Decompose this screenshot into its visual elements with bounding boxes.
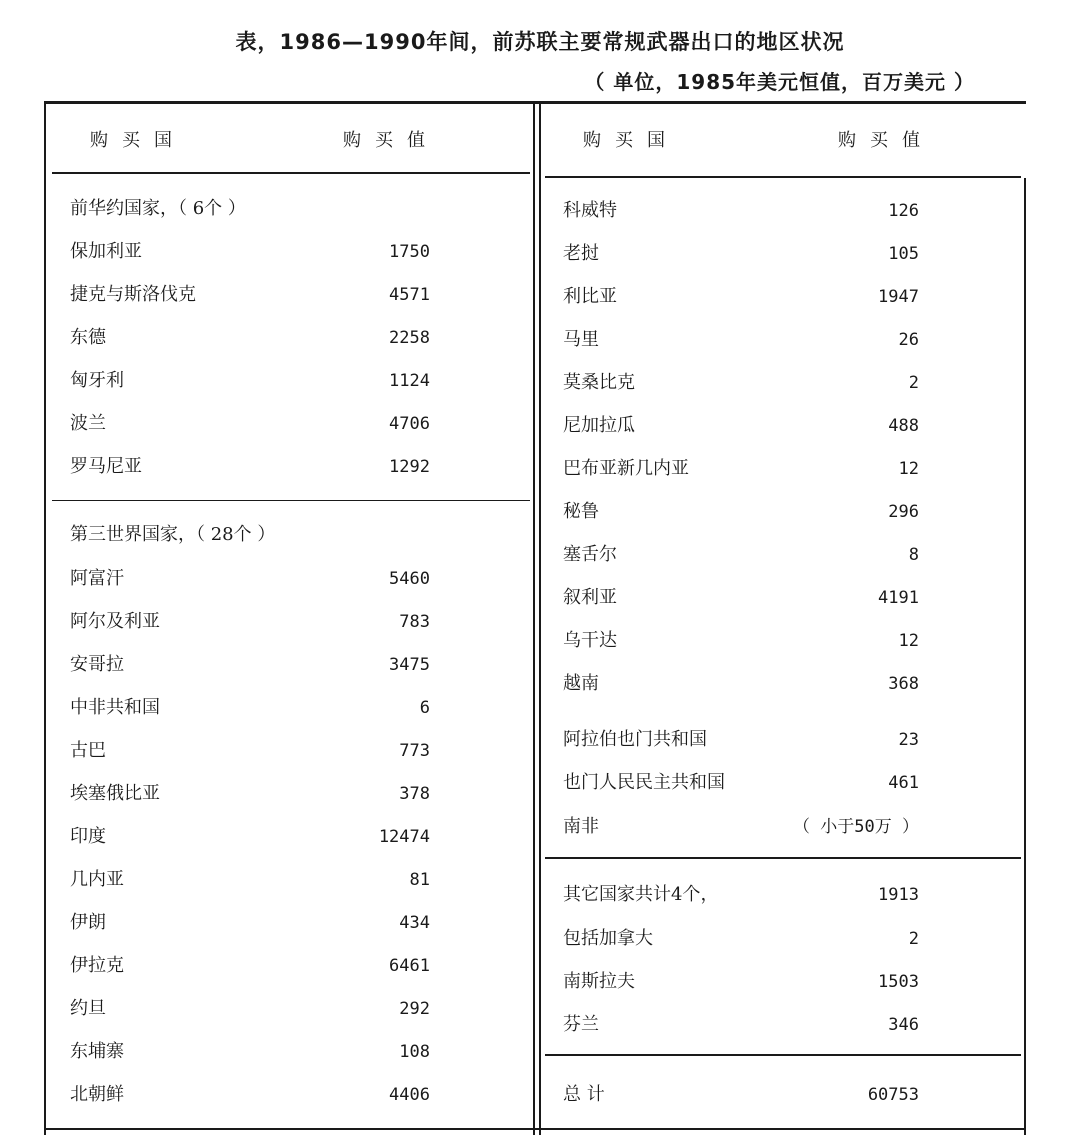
country-name: 埃塞俄比亚 — [70, 783, 160, 804]
country-name: 塞舌尔 — [563, 544, 617, 565]
purchase-value: 4571 — [389, 285, 430, 305]
purchase-value: 26 — [898, 330, 919, 350]
purchase-value: 2258 — [389, 328, 430, 348]
table-left-border — [44, 101, 46, 1135]
table-row — [70, 650, 430, 680]
country-name: 捷克与斯洛伐克 — [70, 284, 196, 305]
table-row — [70, 366, 430, 396]
table-row — [563, 880, 919, 910]
table-row — [70, 280, 430, 310]
purchase-value: 126 — [888, 201, 919, 221]
country-name: 尼加拉瓜 — [563, 415, 635, 436]
purchase-value: 4406 — [389, 1085, 430, 1105]
country-name: 阿拉伯也门共和国 — [563, 729, 707, 750]
table-row — [563, 411, 919, 441]
purchase-value: 81 — [409, 870, 430, 890]
right-header-value: 购买值 — [838, 130, 934, 151]
purchase-value: 105 — [888, 244, 919, 264]
total-value: 60753 — [867, 1085, 919, 1105]
table-row — [70, 779, 430, 809]
table-row — [563, 540, 919, 570]
purchase-value: 108 — [399, 1042, 430, 1062]
purchase-value: 2 — [908, 929, 919, 949]
purchase-value: 783 — [399, 612, 430, 632]
table-row — [70, 822, 430, 852]
table-top-rule — [44, 101, 1026, 104]
table-row — [563, 626, 919, 656]
country-name: 匈牙利 — [70, 370, 124, 391]
left-header-rule — [52, 172, 530, 174]
purchase-value: 12474 — [378, 827, 430, 847]
table-row — [563, 1010, 919, 1040]
group-title-third-world — [70, 520, 430, 550]
purchase-value: 8 — [908, 545, 919, 565]
right-header-rule — [545, 176, 1021, 178]
country-name: 北朝鲜 — [70, 1084, 124, 1105]
country-name: 印度 — [70, 826, 106, 847]
purchase-value: 4706 — [389, 414, 430, 434]
purchase-value: 6 — [419, 698, 430, 718]
table-row — [563, 368, 919, 398]
table-row — [563, 325, 919, 355]
purchase-value: 3475 — [389, 655, 430, 675]
country-name: 马里 — [563, 329, 599, 350]
purchase-value: 296 — [888, 502, 919, 522]
country-name: 阿富汗 — [70, 568, 124, 589]
purchase-value: （ 小于50万 ） — [793, 817, 919, 837]
table-row — [563, 812, 919, 842]
unit-note: （ 单位，1985年美元恒值，百万美元 ） — [584, 70, 975, 94]
right-group-divider — [545, 857, 1021, 859]
purchase-value: 434 — [399, 913, 430, 933]
country-name: 芬兰 — [563, 1014, 599, 1035]
group-title-label: 第三世界国家，（ 28个 ） — [70, 524, 276, 545]
group-title-label: 前华约国家，（ 6个 ） — [70, 198, 246, 219]
country-name: 老挝 — [563, 243, 599, 264]
left-header-country: 购买国 — [90, 130, 186, 151]
country-name: 安哥拉 — [70, 654, 124, 675]
country-name: 保加利亚 — [70, 241, 142, 262]
purchase-value: 12 — [898, 631, 919, 651]
country-name: 莫桑比克 — [563, 372, 635, 393]
left-header-value: 购买值 — [343, 130, 439, 151]
table-row — [70, 994, 430, 1024]
left-group-divider — [52, 500, 530, 501]
country-name: 科威特 — [563, 200, 617, 221]
country-name: 也门人民民主共和国 — [563, 772, 725, 793]
right-header-country: 购买国 — [583, 130, 679, 151]
table-bottom-rule — [44, 1128, 1026, 1130]
purchase-value: 4191 — [878, 588, 919, 608]
country-name: 波兰 — [70, 413, 106, 434]
table-row — [70, 607, 430, 637]
table-right-border — [1024, 178, 1026, 1135]
country-name: 几内亚 — [70, 869, 124, 890]
country-name: 其它国家共计4个， — [563, 884, 719, 905]
table-row — [563, 669, 919, 699]
country-name: 南非 — [563, 816, 599, 837]
table-row — [563, 196, 919, 226]
country-name: 罗马尼亚 — [70, 456, 142, 477]
country-name: 约旦 — [70, 998, 106, 1019]
country-name: 叙利亚 — [563, 587, 617, 608]
table-row — [70, 323, 430, 353]
table-row — [563, 967, 919, 997]
purchase-value: 773 — [399, 741, 430, 761]
group-title-warsaw — [70, 194, 430, 224]
table-row — [563, 454, 919, 484]
country-name: 伊朗 — [70, 912, 106, 933]
purchase-value: 461 — [888, 773, 919, 793]
purchase-value: 5460 — [389, 569, 430, 589]
purchase-value: 488 — [888, 416, 919, 436]
purchase-value: 1750 — [389, 242, 430, 262]
table-row — [563, 497, 919, 527]
table-row — [70, 409, 430, 439]
purchase-value: 1124 — [389, 371, 430, 391]
table-row — [70, 452, 430, 482]
purchase-value: 346 — [888, 1015, 919, 1035]
country-name: 秘鲁 — [563, 501, 599, 522]
purchase-value: 292 — [399, 999, 430, 1019]
purchase-value: 1947 — [878, 287, 919, 307]
table-row — [70, 736, 430, 766]
table-row — [70, 951, 430, 981]
purchase-value: 1292 — [389, 457, 430, 477]
table-row — [70, 237, 430, 267]
total-row — [563, 1080, 919, 1110]
column-divider-left — [533, 101, 535, 1135]
table-row — [563, 583, 919, 613]
purchase-value: 12 — [898, 459, 919, 479]
page-title: 表，1986—1990年间，前苏联主要常规武器出口的地区状况 — [235, 30, 845, 54]
country-name: 东德 — [70, 327, 106, 348]
country-name: 阿尔及利亚 — [70, 611, 160, 632]
table-row — [563, 924, 919, 954]
table-row — [563, 768, 919, 798]
country-name: 巴布亚新几内亚 — [563, 458, 689, 479]
table-row — [563, 239, 919, 269]
country-name: 东埔寨 — [70, 1041, 124, 1062]
total-label: 总 计 — [563, 1084, 605, 1105]
table-row — [70, 1037, 430, 1067]
country-name: 利比亚 — [563, 286, 617, 307]
table-row — [70, 1080, 430, 1110]
country-name: 中非共和国 — [70, 697, 160, 718]
purchase-value: 378 — [399, 784, 430, 804]
table-row — [70, 865, 430, 895]
table-row — [70, 908, 430, 938]
column-divider-right — [539, 101, 541, 1135]
country-name: 古巴 — [70, 740, 106, 761]
table-row — [563, 282, 919, 312]
purchase-value: 23 — [898, 730, 919, 750]
country-name: 乌干达 — [563, 630, 617, 651]
purchase-value: 1913 — [878, 885, 919, 905]
country-name: 包括加拿大 — [563, 928, 653, 949]
table-row — [70, 564, 430, 594]
purchase-value: 1503 — [878, 972, 919, 992]
purchase-value: 368 — [888, 674, 919, 694]
right-total-divider — [545, 1054, 1021, 1056]
table-row — [563, 725, 919, 755]
table-row — [70, 693, 430, 723]
purchase-value: 2 — [908, 373, 919, 393]
purchase-value: 6461 — [389, 956, 430, 976]
country-name: 越南 — [563, 673, 599, 694]
country-name: 伊拉克 — [70, 955, 124, 976]
country-name: 南斯拉夫 — [563, 971, 635, 992]
